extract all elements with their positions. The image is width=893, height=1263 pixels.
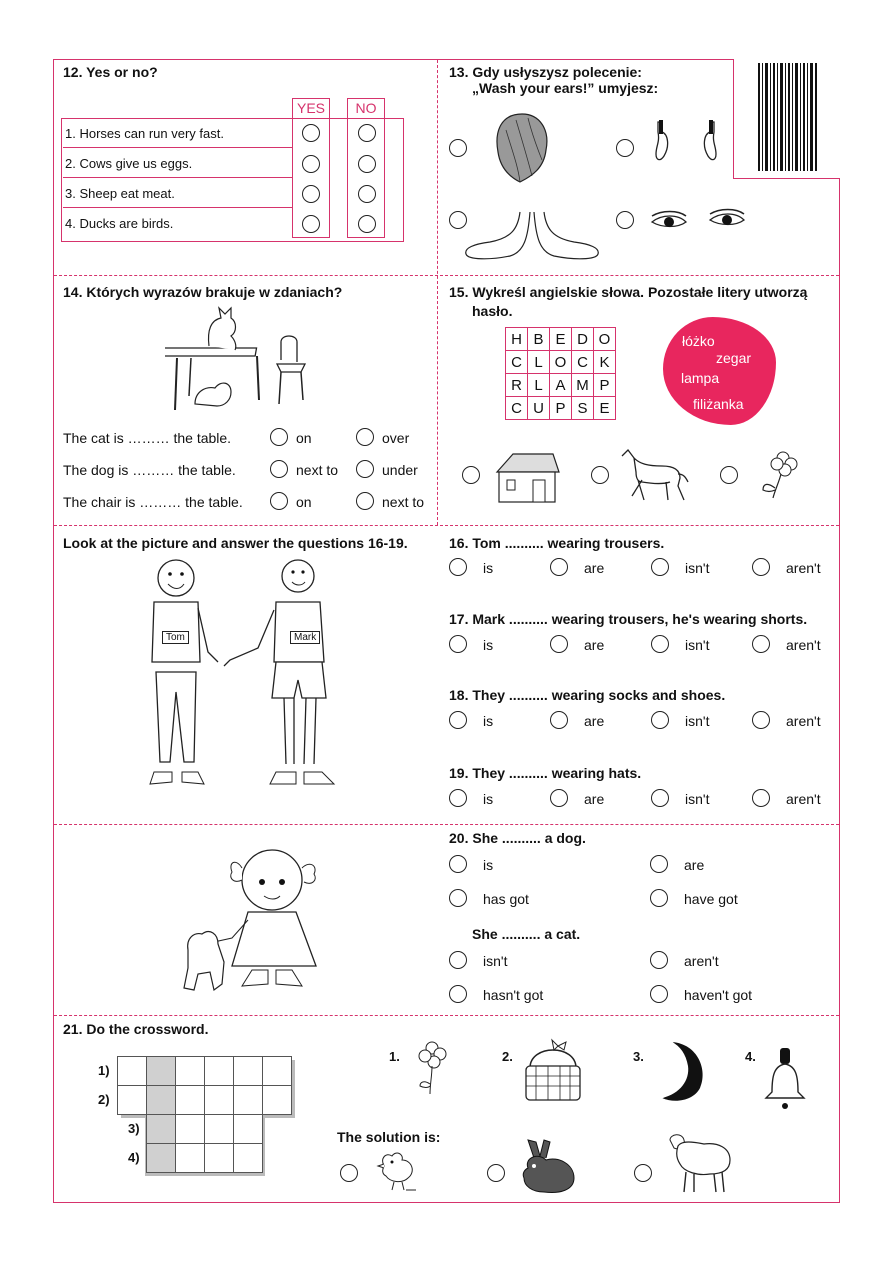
statement-3: 3. Sheep eat meat. — [63, 178, 293, 208]
q16-radio-are[interactable] — [550, 558, 568, 576]
crossword-solution-cell[interactable] — [147, 1057, 176, 1086]
q20-option-have-got: have got — [684, 891, 738, 907]
barcode-corner — [733, 59, 840, 179]
grid-cell: P — [550, 397, 572, 420]
q14-radio-3a[interactable] — [270, 492, 288, 510]
crossword-cell[interactable] — [176, 1115, 205, 1144]
q16-option-are: are — [584, 560, 605, 576]
hair-icon — [492, 110, 552, 186]
basket-clue-icon — [524, 1038, 582, 1104]
q16-title: 16. Tom .......... wearing trousers. — [449, 535, 665, 551]
q14-radio-2a[interactable] — [270, 460, 288, 478]
q17-radio-are[interactable] — [550, 635, 568, 653]
yes-radio-2[interactable] — [302, 155, 320, 173]
q17-option-isnt: isn't — [685, 637, 710, 653]
q14-option-2b: under — [382, 462, 418, 478]
q20-radio-is[interactable] — [449, 855, 467, 873]
crossword-empty — [263, 1144, 292, 1173]
q20-option-are: are — [684, 857, 705, 873]
q19-radio-is[interactable] — [449, 789, 467, 807]
statement-1: 1. Horses can run very fast. — [63, 118, 293, 148]
q13-title-line1: 13. Gdy usłyszysz polecenie: — [449, 64, 642, 80]
q19-radio-arent[interactable] — [752, 789, 770, 807]
q14-sentence-3: The chair is ……… the table. — [63, 494, 243, 510]
q14-radio-1a[interactable] — [270, 428, 288, 446]
crossword-solution-cell[interactable] — [147, 1115, 176, 1144]
yes-radio-4[interactable] — [302, 215, 320, 233]
crossword-row-2: 2) — [98, 1092, 110, 1107]
q17-option-are: are — [584, 637, 605, 653]
picture-number-4: 4. — [745, 1049, 756, 1064]
yes-label: YES — [296, 100, 325, 116]
divider — [54, 525, 839, 526]
q16-radio-is[interactable] — [449, 558, 467, 576]
no-radio-3[interactable] — [358, 185, 376, 203]
divider — [54, 275, 839, 276]
q20b-radio-hasnt-got[interactable] — [449, 985, 467, 1003]
q15-radio-horse[interactable] — [591, 466, 609, 484]
mark-label: Mark — [290, 631, 320, 644]
q13-radio-ears[interactable] — [616, 139, 634, 157]
tom-label: Tom — [162, 631, 189, 644]
grid-cell: U — [528, 397, 550, 420]
divider — [54, 824, 839, 825]
crossword-cell[interactable] — [176, 1057, 205, 1086]
grid-cell: E — [550, 328, 572, 351]
yes-radio-3[interactable] — [302, 185, 320, 203]
solution-radio-rabbit[interactable] — [487, 1164, 505, 1182]
grid-cell: C — [572, 351, 594, 374]
q17-option-is: is — [483, 637, 494, 653]
grid-cell: B — [528, 328, 550, 351]
crossword-cell[interactable] — [205, 1144, 234, 1173]
blob-word-lozko: łóżko — [682, 333, 715, 349]
flower-clue-icon — [416, 1040, 448, 1096]
feet-icon — [460, 208, 605, 264]
q19-radio-are[interactable] — [550, 789, 568, 807]
bell-clue-icon — [762, 1046, 808, 1112]
solution-label: The solution is: — [337, 1129, 441, 1145]
grid-cell: P — [594, 374, 616, 397]
no-radio-1[interactable] — [358, 124, 376, 142]
grid-cell: A — [550, 374, 572, 397]
q14-radio-3b[interactable] — [356, 492, 374, 510]
q19-option-is: is — [483, 791, 494, 807]
divider — [437, 60, 438, 525]
q16-option-arent: aren't — [786, 560, 821, 576]
q17-option-arent: aren't — [786, 637, 821, 653]
q14-option-3b: next to — [382, 494, 425, 510]
picture-number-2: 2. — [502, 1049, 513, 1064]
crossword-cell[interactable] — [205, 1086, 234, 1115]
q20b-radio-arent[interactable] — [650, 951, 668, 969]
q14-option-1b: over — [382, 430, 410, 446]
crossword-cell[interactable] — [234, 1115, 263, 1144]
crossword-cell[interactable] — [234, 1057, 263, 1086]
house-icon — [493, 450, 561, 504]
q14-option-2a: next to — [296, 462, 339, 478]
crossword-row-1: 1) — [98, 1063, 110, 1078]
crossword-cell[interactable] — [234, 1086, 263, 1115]
q20b-option-hasnt-got: hasn't got — [483, 987, 544, 1003]
q18-title: 18. They .......... wearing socks and shoes. — [449, 687, 726, 703]
q20-radio-have-got[interactable] — [650, 889, 668, 907]
q14-option-3a: on — [296, 494, 312, 510]
grid-cell: M — [572, 374, 594, 397]
q16-option-isnt: isn't — [685, 560, 710, 576]
tom-and-mark-picture — [148, 552, 348, 792]
q20-title: 20. She .......... a dog. — [449, 830, 586, 846]
q14-option-1a: on — [296, 430, 312, 446]
q14-title: 14. Których wyrazów brakuje w zdaniach? — [63, 284, 343, 300]
grid-cell: S — [572, 397, 594, 420]
crossword-solution-cell[interactable] — [147, 1086, 176, 1115]
q18-option-is: is — [483, 713, 494, 729]
rabbit-icon — [518, 1138, 578, 1196]
q14-sentence-1: The cat is ……… the table. — [63, 430, 232, 446]
grid-cell: K — [594, 351, 616, 374]
q16-radio-arent[interactable] — [752, 558, 770, 576]
q18-radio-isnt[interactable] — [651, 711, 669, 729]
solution-radio-sheep[interactable] — [634, 1164, 652, 1182]
grid-cell: L — [528, 351, 550, 374]
grid-cell: L — [528, 374, 550, 397]
crossword-cell[interactable] — [263, 1057, 292, 1086]
q20-option-has-got: has got — [483, 891, 529, 907]
grid-cell: D — [572, 328, 594, 351]
picture-question-title: Look at the picture and answer the questions 16-19. — [63, 535, 408, 551]
yes-radio-1[interactable] — [302, 124, 320, 142]
grid-cell: H — [506, 328, 528, 351]
girl-with-dog-picture — [176, 838, 336, 998]
q18-option-arent: aren't — [786, 713, 821, 729]
no-radio-4[interactable] — [358, 215, 376, 233]
chick-icon — [374, 1146, 420, 1194]
q18-radio-is[interactable] — [449, 711, 467, 729]
q20b-option-arent: aren't — [684, 953, 719, 969]
q13-radio-hair[interactable] — [449, 139, 467, 157]
crossword-empty — [263, 1115, 292, 1144]
q15-title-line2: hasło. — [472, 303, 513, 319]
crossword-row-3: 3) — [128, 1121, 140, 1136]
q18-option-isnt: isn't — [685, 713, 710, 729]
crossword-cell[interactable] — [118, 1086, 147, 1115]
grid-cell: E — [594, 397, 616, 420]
q18-radio-are[interactable] — [550, 711, 568, 729]
q20-title-2: She .......... a cat. — [472, 926, 581, 942]
q17-radio-isnt[interactable] — [651, 635, 669, 653]
q17-radio-is[interactable] — [449, 635, 467, 653]
picture-number-1: 1. — [389, 1049, 400, 1064]
crossword-grid — [117, 1056, 292, 1173]
q20b-radio-isnt[interactable] — [449, 951, 467, 969]
q20-radio-are[interactable] — [650, 855, 668, 873]
q19-option-isnt: isn't — [685, 791, 710, 807]
grid-cell: O — [594, 328, 616, 351]
cat-dog-table-picture — [165, 300, 335, 416]
q20b-option-isnt: isn't — [483, 953, 508, 969]
q16-radio-isnt[interactable] — [651, 558, 669, 576]
statement-2: 2. Cows give us eggs. — [63, 148, 293, 178]
q20b-radio-havent-got[interactable] — [650, 985, 668, 1003]
crossword-cell[interactable] — [176, 1144, 205, 1173]
crossword-cell[interactable] — [234, 1144, 263, 1173]
q18-radio-arent[interactable] — [752, 711, 770, 729]
q19-radio-isnt[interactable] — [651, 789, 669, 807]
q20-radio-has-got[interactable] — [449, 889, 467, 907]
statement-4: 4. Ducks are birds. — [65, 216, 174, 231]
flower-icon — [757, 446, 799, 500]
crossword-cell[interactable] — [118, 1057, 147, 1086]
q19-option-arent: aren't — [786, 791, 821, 807]
blob-word-filizanka: filiżanka — [693, 396, 744, 412]
q13-title-line2: „Wash your ears!” umyjesz: — [472, 80, 659, 96]
crossword-cell[interactable] — [176, 1086, 205, 1115]
divider — [54, 1015, 839, 1016]
q19-title: 19. They .......... wearing hats. — [449, 765, 642, 781]
no-label: NO — [355, 100, 377, 116]
no-radio-2[interactable] — [358, 155, 376, 173]
barcode-icon — [758, 63, 818, 173]
q15-radio-flower[interactable] — [720, 466, 738, 484]
grid-cell: O — [550, 351, 572, 374]
solution-radio-chick[interactable] — [340, 1164, 358, 1182]
q12-title: 12. Yes or no? — [63, 64, 158, 80]
blob-word-lampa: lampa — [681, 370, 720, 386]
q17-title: 17. Mark .......... wearing trousers, he's wearing shorts. — [449, 611, 808, 627]
grid-cell: C — [506, 397, 528, 420]
q20-option-is: is — [483, 857, 494, 873]
q20b-option-havent-got: haven't got — [684, 987, 753, 1003]
grid-cell: C — [506, 351, 528, 374]
crossword-cell[interactable] — [205, 1057, 234, 1086]
blob-word-zegar: zegar — [716, 350, 752, 366]
picture-number-3: 3. — [633, 1049, 644, 1064]
grid-cell: R — [506, 374, 528, 397]
q15-radio-house[interactable] — [462, 466, 480, 484]
q16-option-is: is — [483, 560, 494, 576]
q15-title-line1: 15. Wykreśl angielskie słowa. Pozostałe litery utworzą — [449, 284, 808, 300]
moon-clue-icon — [658, 1040, 708, 1104]
q18-option-are: are — [584, 713, 605, 729]
q19-option-are: are — [584, 791, 605, 807]
crossword-row-4: 4) — [128, 1150, 140, 1165]
q14-sentence-2: The dog is ……… the table. — [63, 462, 236, 478]
crossword-cell[interactable] — [263, 1086, 292, 1115]
eyes-icon — [648, 208, 748, 234]
crossword-solution-cell[interactable] — [147, 1144, 176, 1173]
q14-radio-2b[interactable] — [356, 460, 374, 478]
q21-title: 21. Do the crossword. — [63, 1021, 209, 1037]
q13-radio-eyes[interactable] — [616, 211, 634, 229]
letter-grid — [505, 327, 616, 420]
horse-icon — [618, 446, 690, 504]
q17-radio-arent[interactable] — [752, 635, 770, 653]
q14-radio-1b[interactable] — [356, 428, 374, 446]
sheep-icon — [664, 1130, 736, 1196]
crossword-cell[interactable] — [205, 1115, 234, 1144]
ears-icon — [650, 118, 730, 168]
